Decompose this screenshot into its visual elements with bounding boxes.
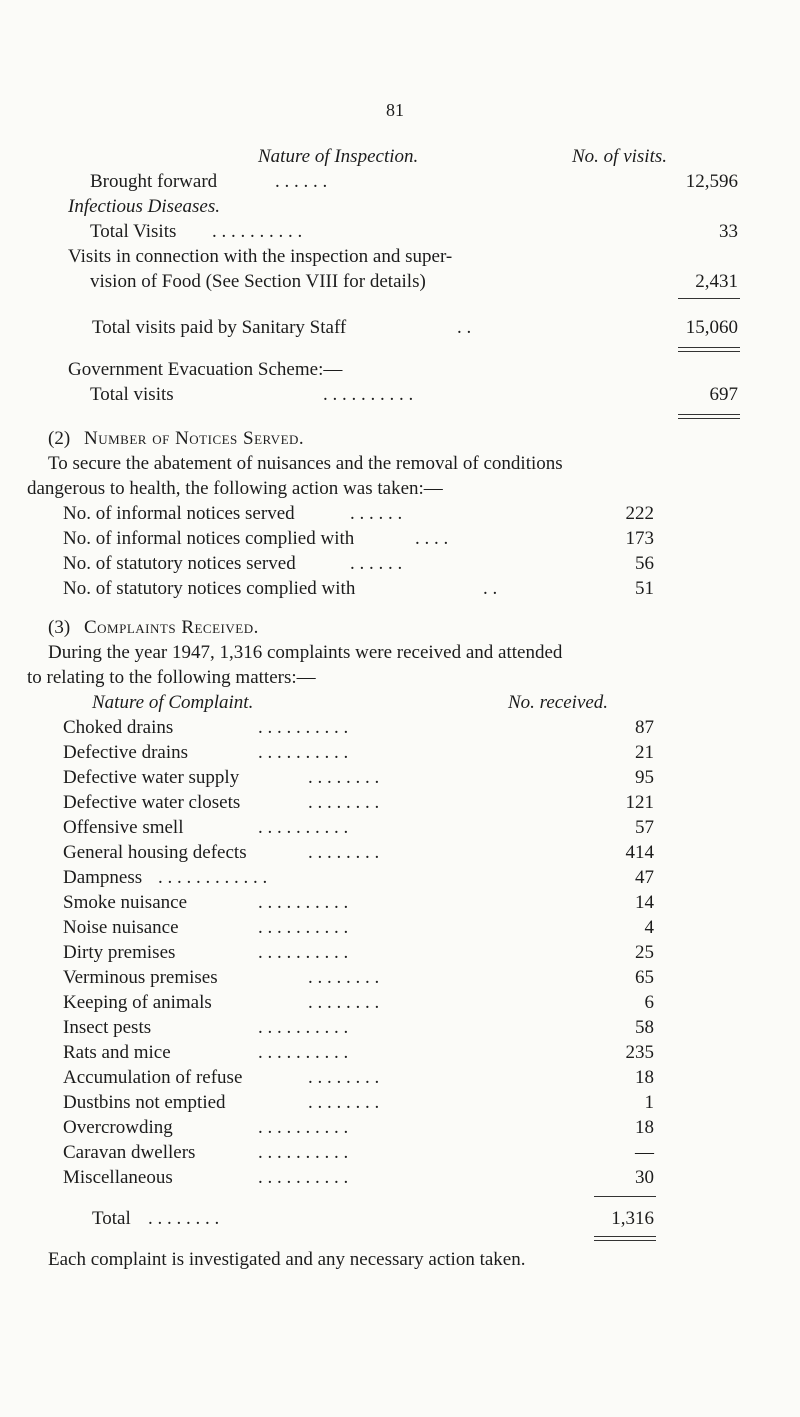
subtotal-rule <box>594 1196 656 1197</box>
complaints-heading: Complaints Received. <box>84 617 259 638</box>
complaint-value: 58 <box>635 1017 654 1038</box>
total-double-rule <box>678 414 740 419</box>
notices-paragraph-line2: dangerous to health, the following action was taken:— <box>27 478 443 499</box>
dot-leader: . . . . . . . . . . <box>258 942 349 963</box>
dot-leader: . . . . . . . . . . <box>258 1117 349 1138</box>
dot-leader: . . . . . . . . . . <box>258 742 349 763</box>
complaint-label: Miscellaneous <box>63 1167 173 1188</box>
dot-leader: . . . . . . . . . . <box>258 717 349 738</box>
complaint-value: 18 <box>635 1117 654 1138</box>
brought-forward-value: 12,596 <box>685 171 738 192</box>
complaint-value: 14 <box>635 892 654 913</box>
complaint-label: Noise nuisance <box>63 917 179 938</box>
brought-forward-label: Brought forward <box>90 171 218 192</box>
dot-leader: . . . . . . . . <box>308 1067 380 1088</box>
complaint-label: Defective water supply <box>63 767 240 788</box>
col-header-received: No. received. <box>508 692 609 713</box>
complaint-value: 65 <box>635 967 654 988</box>
evacuation-heading: Government Evacuation Scheme:— <box>68 359 343 380</box>
dot-leader: . . . . . . . . . . <box>212 221 303 242</box>
complaint-value: 21 <box>635 742 654 763</box>
dot-leader: . . . . . . <box>275 171 328 192</box>
complaint-label: Defective water closets <box>63 792 241 813</box>
complaint-value: 87 <box>635 717 654 738</box>
dot-leader: . . . . . . . . . . <box>258 1017 349 1038</box>
dot-leader: . . . . . . . . . . <box>258 1142 349 1163</box>
dot-leader: . . . . . . . . <box>308 792 380 813</box>
col-header-visits: No. of visits. <box>572 146 668 167</box>
dot-leader: . . . . . . . . <box>308 1092 380 1113</box>
dot-leader: . . . . <box>415 528 449 549</box>
evacuation-total-label: Total visits <box>90 384 174 405</box>
dot-leader: . . . . . . . . . . <box>323 384 414 405</box>
notice-row-value: 51 <box>635 578 654 599</box>
complaint-value: — <box>635 1142 654 1163</box>
dot-leader: . . . . . . . . <box>308 992 380 1013</box>
footer-note: Each complaint is investigated and any necessary action taken. <box>48 1249 526 1270</box>
complaint-value: 1 <box>644 1092 654 1113</box>
total-double-rule <box>678 347 740 352</box>
page-number: 81 <box>386 100 404 120</box>
complaint-value: 57 <box>635 817 654 838</box>
complaint-label: Overcrowding <box>63 1117 173 1138</box>
food-visits-line1: Visits in connection with the inspection and super- <box>68 246 453 267</box>
complaint-label: Dampness <box>63 867 143 888</box>
complaints-paragraph-line1: During the year 1947, 1,316 complaints were received and attended <box>48 642 563 663</box>
notice-row-value: 173 <box>625 528 654 549</box>
notice-row-value: 56 <box>635 553 654 574</box>
notices-heading-number: (2) <box>48 428 71 449</box>
dot-leader: . . . . . . . . <box>308 767 380 788</box>
dot-leader: . . . . . . . . . . <box>258 1042 349 1063</box>
notices-paragraph-line1: To secure the abatement of nuisances and the removal of conditions <box>48 453 563 474</box>
notice-row-label: No. of statutory notices served <box>63 553 296 574</box>
dot-leader: . . <box>457 317 472 338</box>
complaint-label: Defective drains <box>63 742 189 763</box>
infectious-diseases-heading: Infectious Diseases. <box>68 196 220 217</box>
complaint-value: 235 <box>625 1042 654 1063</box>
complaint-label: General housing defects <box>63 842 247 863</box>
complaint-value: 4 <box>644 917 654 938</box>
notice-row-label: No. of statutory notices complied with <box>63 578 356 599</box>
dot-leader: . . . . . . . . . . <box>258 817 349 838</box>
complaint-label: Smoke nuisance <box>63 892 188 913</box>
sanitary-total-label: Total visits paid by Sanitary Staff <box>92 317 347 338</box>
dot-leader: . . . . . . . . . . <box>258 917 349 938</box>
notices-heading: Number of Notices Served. <box>84 428 305 449</box>
sanitary-total-value: 15,060 <box>685 317 738 338</box>
complaint-value: 30 <box>635 1167 654 1188</box>
dot-leader: . . . . . . . . <box>148 1208 220 1229</box>
complaint-label: Choked drains <box>63 717 174 738</box>
complaint-label: Accumulation of refuse <box>63 1067 243 1088</box>
complaint-value: 121 <box>625 792 654 813</box>
dot-leader: . . . . . . <box>350 503 403 524</box>
complaint-value: 6 <box>644 992 654 1013</box>
total-visits-label: Total Visits <box>90 221 177 242</box>
col-header-nature: Nature of Inspection. <box>258 146 419 167</box>
total-double-rule <box>594 1236 656 1241</box>
complaints-total-label: Total <box>92 1208 131 1229</box>
food-visits-line2: vision of Food (See Section VIII for details) <box>90 271 426 292</box>
complaint-label: Caravan dwellers <box>63 1142 196 1163</box>
food-visits-value: 2,431 <box>695 271 738 292</box>
notice-row-value: 222 <box>625 503 654 524</box>
col-header-complaint: Nature of Complaint. <box>92 692 254 713</box>
notice-row-label: No. of informal notices complied with <box>63 528 355 549</box>
dot-leader: . . <box>483 578 498 599</box>
complaint-value: 25 <box>635 942 654 963</box>
complaint-value: 95 <box>635 767 654 788</box>
complaint-value: 414 <box>625 842 654 863</box>
complaint-label: Insect pests <box>63 1017 152 1038</box>
dot-leader: . . . . . . . . . . . . <box>158 867 268 888</box>
evacuation-total-value: 697 <box>709 384 738 405</box>
dot-leader: . . . . . . . . . . <box>258 1167 349 1188</box>
complaint-label: Dustbins not emptied <box>63 1092 226 1113</box>
dot-leader: . . . . . . . . . . <box>258 892 349 913</box>
complaint-label: Offensive smell <box>63 817 184 838</box>
complaints-total-value: 1,316 <box>611 1208 654 1229</box>
complaint-label: Dirty premises <box>63 942 176 963</box>
dot-leader: . . . . . . . . <box>308 842 380 863</box>
notice-row-label: No. of informal notices served <box>63 503 295 524</box>
complaints-heading-number: (3) <box>48 617 71 638</box>
complaint-label: Rats and mice <box>63 1042 171 1063</box>
dot-leader: . . . . . . <box>350 553 403 574</box>
subtotal-rule <box>678 298 740 299</box>
complaint-label: Keeping of animals <box>63 992 212 1013</box>
total-visits-value: 33 <box>719 221 738 242</box>
complaint-value: 18 <box>635 1067 654 1088</box>
complaint-value: 47 <box>635 867 654 888</box>
dot-leader: . . . . . . . . <box>308 967 380 988</box>
complaints-paragraph-line2: to relating to the following matters:— <box>27 667 316 688</box>
complaint-label: Verminous premises <box>63 967 218 988</box>
